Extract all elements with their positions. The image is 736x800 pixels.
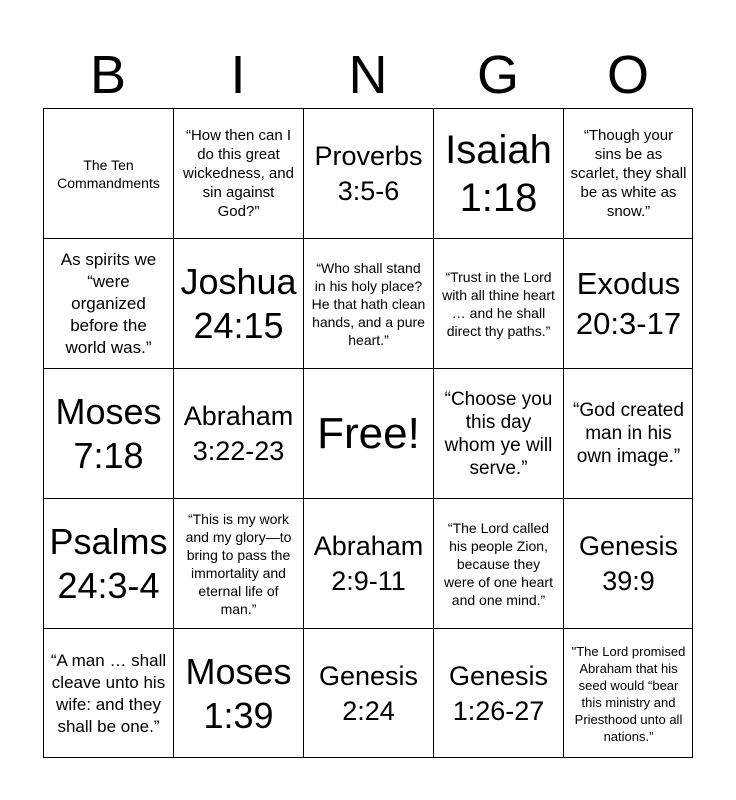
header-letter-n: N — [348, 45, 388, 105]
bingo-cell — [303, 108, 433, 238]
cell-text: Psalms 24:3-4 — [49, 520, 168, 606]
bingo-cell — [173, 368, 303, 498]
bingo-cell — [43, 368, 173, 498]
header-letter-i: I — [230, 45, 246, 105]
cell-text: Genesis 39:9 — [578, 530, 679, 596]
cell-text: Genesis 2:24 — [318, 660, 419, 726]
cell-text: “A man … shall cleave unto his wife: and they shall be one.” — [50, 650, 167, 736]
cell-text: “Though your sins be as scarlet, they shall be as white as snow.” — [570, 127, 687, 220]
bingo-cell — [43, 498, 173, 628]
cell-text: Moses 7:18 — [55, 390, 162, 476]
cell-text: “Choose you this day whom ye will serve.” — [444, 388, 553, 479]
bingo-cell — [433, 498, 563, 628]
cell-text: “God created man in his own image.” — [573, 400, 684, 467]
bingo-cell — [433, 238, 563, 368]
cell-text: As spirits we “were organized before the world was.” — [60, 249, 157, 357]
bingo-cell — [563, 628, 693, 758]
header-letter-b: B — [89, 45, 127, 105]
bingo-cell — [303, 498, 433, 628]
cell-text: “Who shall stand in his holy place? He that hath clean hands, and a pure heart.” — [311, 259, 426, 348]
bingo-cell — [563, 498, 693, 628]
cell-text: Proverbs 3:5-6 — [314, 140, 423, 206]
cell-text: “This is my work and my glory—to bring to pass the immortality and eternal life of man.” — [185, 510, 292, 617]
bingo-cell — [433, 368, 563, 498]
bingo-cell — [303, 628, 433, 758]
cell-text: Genesis 1:26-27 — [448, 660, 549, 726]
bingo-cell — [43, 108, 173, 238]
bingo-cell — [173, 498, 303, 628]
cell-text: “The Lord called his people Zion, because they were of one heart and one mind.” — [444, 519, 553, 608]
cell-text: Abraham 3:22-23 — [183, 400, 294, 466]
cell-text: Abraham 2:9-11 — [313, 530, 424, 596]
cell-text: Joshua 24:15 — [180, 260, 297, 346]
bingo-board — [43, 108, 693, 758]
free-label: Free! — [317, 408, 420, 458]
cell-text: "The Lord promised Abraham that his seed would “bear this ministry and Priesthood unto all nations.” — [571, 643, 686, 744]
bingo-header — [43, 44, 693, 106]
cell-text: Moses 1:39 — [185, 650, 292, 736]
cell-text: “How then can I do this great wickedness, and sin against God?” — [183, 127, 294, 220]
cell-text: The Ten Commandments — [57, 156, 160, 191]
header-letter-g: G — [476, 45, 519, 105]
cell-text: Exodus 20:3-17 — [575, 265, 682, 341]
bingo-cell — [173, 238, 303, 368]
free-space — [303, 368, 433, 498]
bingo-cell — [43, 238, 173, 368]
bingo-cell — [433, 108, 563, 238]
bingo-cell — [563, 368, 693, 498]
header-letter-o: O — [606, 45, 649, 105]
bingo-cell — [173, 628, 303, 758]
bingo-cell — [303, 238, 433, 368]
bingo-cell — [43, 628, 173, 758]
bingo-cell — [563, 238, 693, 368]
bingo-cell — [433, 628, 563, 758]
bingo-cell — [563, 108, 693, 238]
cell-text: Isaiah 1:18 — [445, 127, 552, 220]
cell-text: “Trust in the Lord with all thine heart … and he shall direct thy paths.” — [442, 268, 555, 339]
bingo-cell — [173, 108, 303, 238]
